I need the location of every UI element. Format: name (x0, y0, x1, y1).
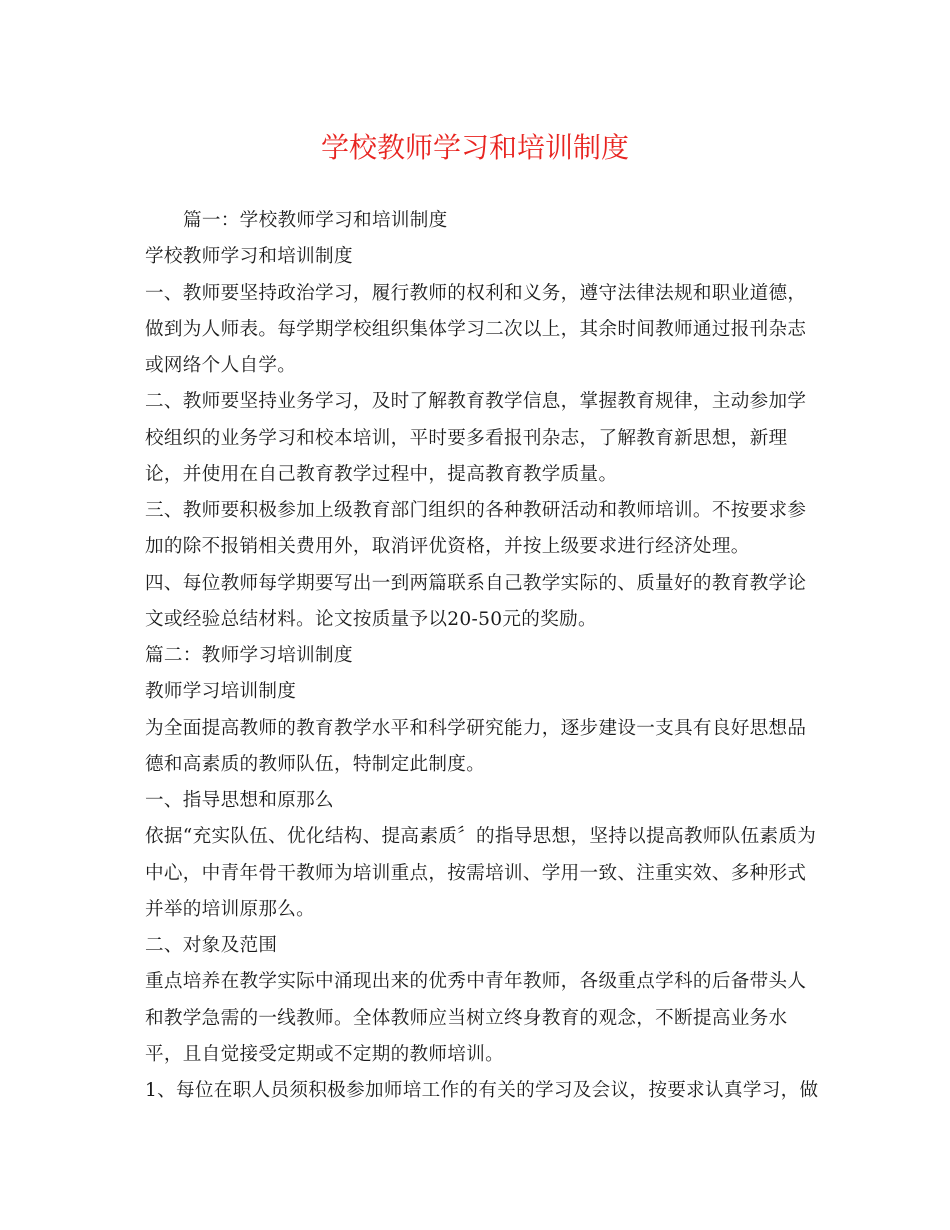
text-line: 篇一：学校教师学习和培训制度 (183, 210, 448, 231)
text-line: 二、对象及范围 (145, 935, 278, 956)
text-line: 依据“充实队伍、优化结构、提高素质〞的指导思想，坚持以提高教师队伍素质为 (145, 826, 817, 848)
text-line: 中心，中青年骨干教师为培训重点，按需培训、学用一致、注重实效、多种形式 (145, 862, 807, 884)
text-line: 做到为人师表。每学期学校组织集体学习二次以上，其余时间教师通过报刊杂志 (145, 318, 807, 340)
text-line: 三、教师要积极参加上级教育部门组织的各种教研活动和教师培训。不按要求参 (145, 500, 807, 521)
document-body (145, 203, 819, 1109)
text-line: 重点培养在教学实际中涌现出来的优秀中青年教师，各级重点学科的后备带头人 (145, 971, 807, 993)
text-line: 并举的培训原那么。 (145, 898, 316, 920)
text-line: 为全面提高教师的教育教学水平和科学研究能力，逐步建设一支具有良好思想品 (145, 717, 807, 739)
document-title: 学校教师学习和培训制度 (320, 131, 629, 164)
text-line: 篇二：教师学习培训制度 (145, 645, 353, 666)
text-line: 四、每位教师每学期要写出一到两篇联系自己教学实际的、质量好的教育教学论 (145, 572, 807, 594)
text-line: 和教学急需的一线教师。全体教师应当树立终身教育的观念，不断提高业务水 (145, 1007, 788, 1029)
text-line: 一、指导思想和原那么 (145, 790, 334, 811)
text-line: 1、每位在职人员须积极参加师培工作的有关的学习及会议，按要求认真学习，做 (145, 1080, 819, 1101)
text-line: 文或经验总结材料。论文按质量予以20-50元的奖励。 (145, 608, 597, 630)
text-line: 学校教师学习和培训制度 (145, 246, 353, 268)
text-line: 校组织的业务学习和校本培训，平时要多看报刊杂志，了解教育新思想，新理 (145, 427, 788, 449)
text-line: 德和高素质的教师队伍，特制定此制度。 (145, 753, 486, 775)
text-line: 论，并使用在自己教育教学过程中，提高教育教学质量。 (145, 463, 618, 485)
text-line: 加的除不报销相关费用外，取消评优资格，并按上级要求进行经济处理。 (145, 536, 750, 558)
text-line: 教师学习培训制度 (145, 681, 297, 703)
text-line: 一、教师要坚持政治学习，履行教师的权利和义务，遵守法律法规和职业道德， (145, 282, 807, 304)
text-line: 二、教师要坚持业务学习，及时了解教育教学信息，掌握教育规律，主动参加学 (145, 391, 807, 413)
text-line: 或网络个人自学。 (145, 355, 297, 376)
text-line: 平，且自觉接受定期或不定期的教师培训。 (145, 1043, 504, 1065)
